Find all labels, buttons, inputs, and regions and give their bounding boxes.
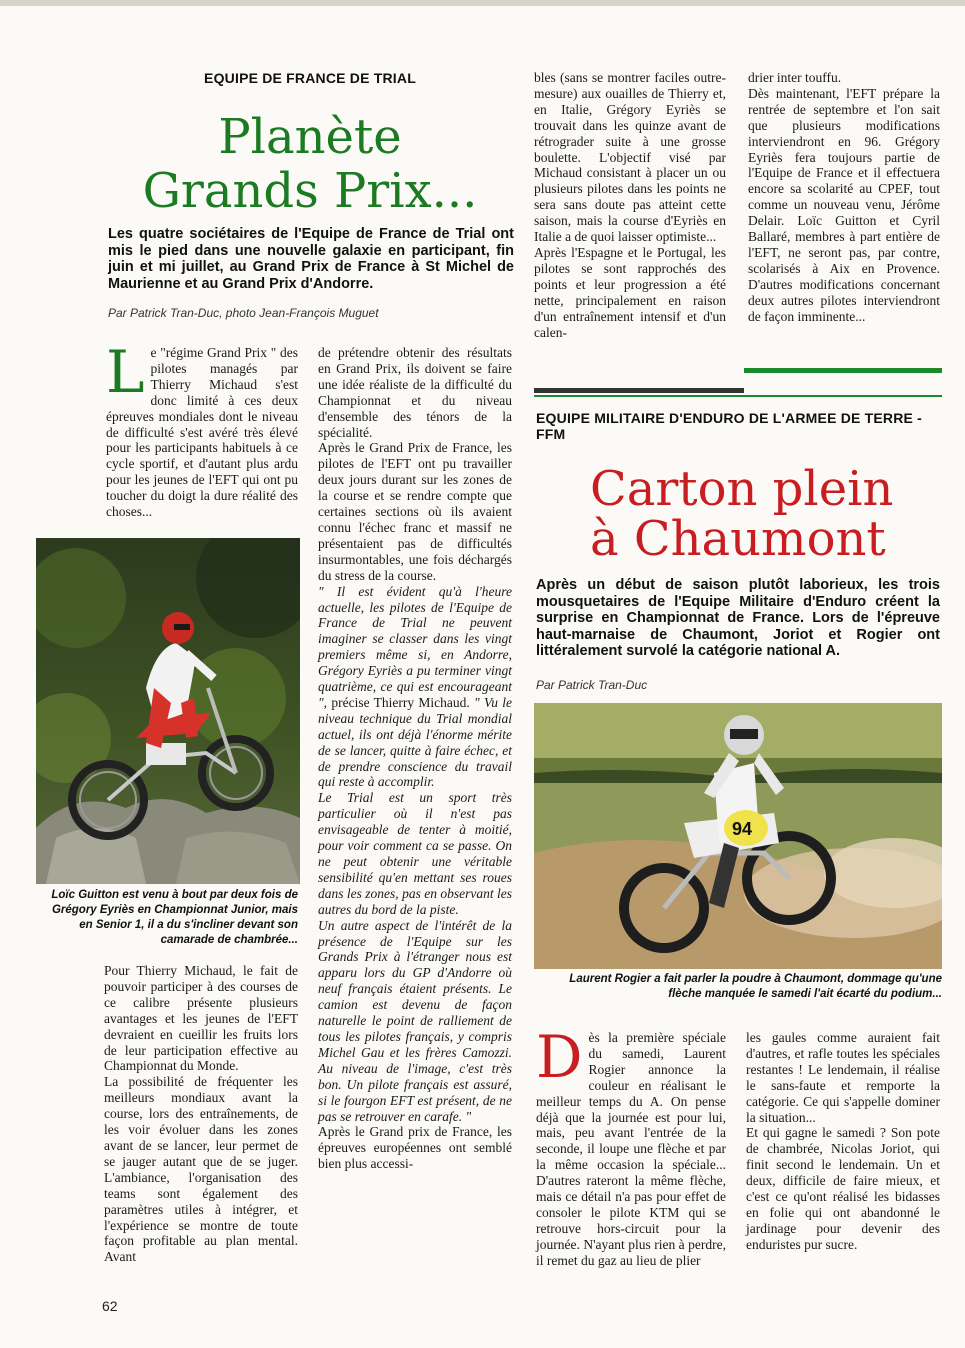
article1-title-line2: Grands Prix... (142, 163, 478, 219)
article1-column1-continued (104, 963, 298, 1265)
page-number: 62 (102, 1298, 118, 1314)
article1-col2-paragraph3: Après le Grand prix de France, les épreuves européennes ont semblé bien plus accessi- (318, 1124, 512, 1172)
enduro-photo-caption: Laurent Rogier a fait parler la poudre à Chaumont, dommage qu'une flèche manquée le samedi l'ait écarté du podium... (569, 973, 942, 1000)
article1-col2-quote4: Un autre aspect de l'intérêt de la présence de l'Equipe sur les Grands Prix à l'étranger nous est apparu lors du GP d'Andorre où neuf français étaient présents. Le camion est devenu de façon naturelle le point de ralliement de tous les pilotes français, y compris Michel Gau et les frères Camozzi. Au niveau de l'image, c'est très bon. Un pilote français est assuré, si le fourgon EFT est présent, de ne pas se retrouver en carafe. " (318, 917, 512, 1124)
enduro-rider-image (534, 703, 942, 969)
article2-byline: Par Patrick Tran-Duc (536, 678, 648, 692)
article1-col1-paragraph2: Pour Thierry Michaud, le fait de pouvoir participer à des courses de ce calibre présente plusieurs avantages et les jeunes de l'EFT devraient en cueillir les fruits lors de leur participation effective au Championnat du Monde. (104, 963, 298, 1074)
article1-column3 (534, 70, 726, 340)
article1-byline: Par Patrick Tran-Duc, photo Jean-François Muguet (108, 306, 379, 320)
article2-title (536, 461, 936, 567)
top-strip (0, 0, 965, 6)
article1-col2-quote1: " Il est évident qu'à l'heure actuelle, les pilotes de l'Equipe de France de Trial ne peuvent imaginer se classer dans les vingt premiers même si, en Andorre, Grégory Eyriès a pu terminer vingt quatrième, ce qui est encourageant ", (318, 583, 512, 710)
article1-column4 (748, 70, 940, 325)
article1-lead: Les quatre sociétaires de l'Equipe de France de Trial ont mis le pied dans une nouvelle galaxie en participant, fin juin et mi juillet, au Grand Prix de France à St Michel de Maurienne et au Grand Prix d'Andorre. (108, 226, 514, 292)
article1-col2-paragraph2: Après le Grand Prix de France, les pilotes de l'EFT ont pu travailler deux jours durant sur les zones de la course et se rendre compte que certaines sections où ils avaient connu l'échec franc et massif ne présentaient pas de difficultés insurmontables, une fois déchargés du stress de la course. (318, 440, 512, 583)
trial-photo (36, 538, 300, 884)
article1-dropcap: L (106, 338, 145, 406)
article2-lead: Après un début de saison plutôt laborieux, les trois mousquetaires de l'Equipe Militaire d'Enduro créent la surprise en Championnat de France. Lors de l'épreuve haut-marnaise de Chaumont, Joriot et Rogier ont littéralement survolé la catégorie national A. (536, 577, 940, 659)
article1-col1-paragraph3: La possibilité de fréquenter les meilleurs mondiaux avant la course, lors des entraînements, de les voir évoluer dans les zones avant de se lancer, leur permet de se jauger autant que de se juger. L'ambiance, l'organisation des teams sont également des paramètres utiles à intégrer, et l'expérience se montre de toute façon profitable au plan mental. Avant (104, 1074, 298, 1265)
article1-col3-paragraph2: Après l'Espagne et le Portugal, les pilotes se sont rapprochés des points et leur progression a été nette, principalement en raison d'un entraînement intensif et d'un calen- (534, 244, 726, 340)
article1-col4-paragraph2: Dès maintenant, l'EFT prépare la rentrée de septembre et l'on sait que plusieurs modifications interviendront en 96. Grégory Eyriès fera toujours partie de l'Equipe de France et il effectuera encore sa scolarité au CPEF, tout comme un nouveau venu, Jérôme Delair. Loïc Guitton et Cyril Ballaré, membres à part entière de l'EFT, ne seront pas, par contre, scolarisés à Aix en Provence. D'autres modifications concernant deux autres pilotes interviendront de façon imminente... (748, 85, 940, 324)
trial-photo-caption: Loïc Guitton est venu à bout par deux fois de Grégory Eyriès en Championnat Junior, mais en Senior 1, il a du s'incliner devant son camarade de chambrée... (51, 889, 298, 946)
article2-col2-paragraph1: les gaules comme auraient fait d'autres, et rafle toutes les spéciales restantes ! Le lendemain, il réalise le sans-faute et remporte la catégorie. Ce qui s'appelle dominer la situation... (746, 1030, 940, 1125)
article1-title (110, 110, 510, 218)
article1-intro-text: e "régime Grand Prix " des pilotes managés par Thierry Michaud s'est donc limité à ces deux épreuves mondiales dont le niveau de difficulté s'est avéré très élevé pour les participants habituels à ce cycle sportif, et d'autant plus ardu pour les jeunes de l'EFT qui ont pu toucher du doigt la dure réalité des choses... (106, 345, 298, 520)
article2-column2 (746, 1030, 940, 1253)
article2-title-line1: Carton plein (590, 461, 894, 517)
section-divider-green (744, 368, 942, 373)
article2-title-line2: à Chaumont (590, 511, 886, 567)
article2-dropcap: D (536, 1023, 583, 1091)
article2-col2-paragraph2: Et qui gagne le samedi ? Son pote de chambrée, Nicolas Joriot, qui finit second le lendemain. Un et deux, difficile de faire mieux, et c'est ce qu'ont réalisé les bidasses en folie qui ont abandonné le jardinage pour devenir des enduristes pur sucre. (746, 1125, 940, 1252)
article1-column2 (318, 345, 512, 1172)
article2-kicker: EQUIPE MILITAIRE D'ENDURO DE L'ARMEE DE TERRE -FFM (536, 410, 923, 442)
article2-column1 (536, 1023, 726, 1269)
article1-col2-quote1-after: précise Thierry Michaud. (327, 694, 475, 710)
enduro-number-plate: 94 (732, 819, 753, 839)
article1-col2-paragraph1: de prétendre obtenir des résultats en Grand Prix, ils doivent se faire une idée réaliste de la difficulté du Championnat et du niveau d'ensemble des ténors de la spécialité. (318, 345, 512, 440)
article1-column1-intro (106, 338, 298, 520)
section-divider-thin (534, 395, 942, 397)
article1-kicker: EQUIPE DE FRANCE DE TRIAL (204, 70, 416, 86)
article1-col3-paragraph1: bles (sans se montrer faciles outre-mesure) aux ouailles de Thierry et, en Italie, Grégory Eyriès se trouvait dans les quinze avant de rétrograder suite à une grosse boulette. L'objectif visé par Michaud consistant à placer un ou plusieurs pilotes dans les points ne sera sans doute pas atteint cette saison, mais la course d'Eyriès en Italie a de quoi laisser optimiste... (534, 70, 726, 245)
article2-col1-text: ès la première spéciale du samedi, Laurent Rogier annonce la couleur en réalisant le meilleur temps du A. On pense déjà que la journée est pour lui, mais, peu avant l'entrée de la seconde, il loupe une flèche et par la même occasion la spéciale... D'autres rateront la même flèche, mais ce détail n'a pas pour effet de consoler le pilote KTM qui se retrouve hors-circuit pour la journée. N'ayant plus rien à perdre, il remet du gaz au lieu de plier (536, 1030, 726, 1268)
article1-col2-quote3: Le Trial est un sport très particulier où il n'est pas envisageable de tenter à moitié, pour voir comment ca se passe. On ne peut obtenir une véritable sensibilité qu'en mettant ses roues dans les zones, pas en observant les autres du bord de la piste. (318, 790, 512, 917)
article1-col2-quote2: " Vu le niveau technique du Trial mondial actuel, ils ont déjà l'énorme mérite de se lancer, quitte à faire échec, et de prendre conscience du travail qui reste à accomplir. (318, 694, 513, 790)
trial-rider-image (36, 538, 300, 884)
article1-title-line1: Planète (218, 109, 402, 165)
enduro-photo (534, 703, 942, 969)
article1-col4-paragraph1: drier inter touffu. (748, 70, 842, 85)
section-divider-dark (534, 388, 744, 393)
